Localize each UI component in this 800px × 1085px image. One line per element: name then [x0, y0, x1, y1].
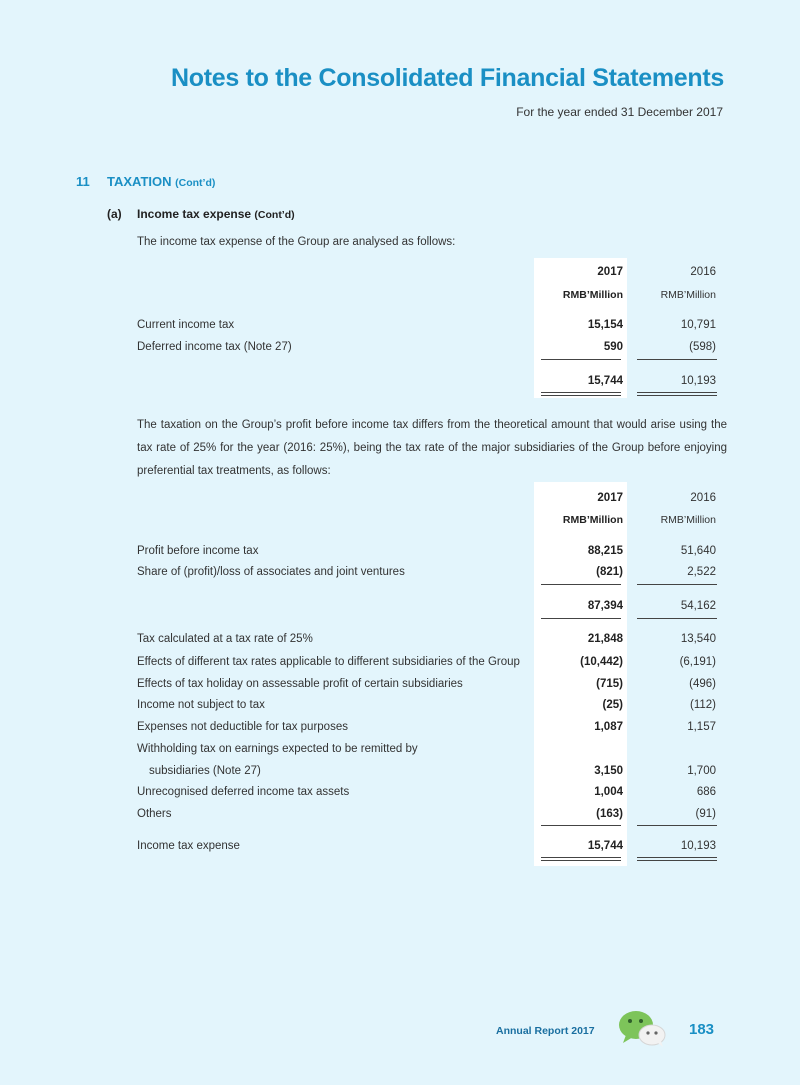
table-cell-2017: 15,154 — [587, 319, 623, 331]
subtotal-rule — [637, 618, 717, 619]
reconciliation-paragraph: The taxation on the Group’s profit before income tax differs from the theoretical amount that would arise using the tax rate of 25% for the year (2016: 25%), being the tax rate of the major subsidiaries of the Group before enjoying preferential tax treatments, as follows: — [137, 419, 727, 477]
table-row-label: Profit before income tax — [137, 545, 259, 557]
table-cell-2016: 2,522 — [687, 566, 716, 578]
table-row-label: Tax calculated at a tax rate of 25% — [137, 633, 313, 645]
table-row-label: Effects of tax holiday on assessable profit of certain subsidiaries — [137, 678, 463, 690]
table-row-label: Share of (profit)/loss of associates and joint ventures — [137, 566, 405, 578]
subtotal-rule — [637, 584, 717, 585]
total-double-rule — [637, 860, 717, 861]
page-number: 183 — [689, 1021, 715, 1038]
table-row-label: Others — [137, 808, 172, 820]
table2-header-2017: 2017 — [597, 492, 623, 504]
table-cell-2017: (715) — [596, 678, 623, 690]
table-row-label: Expenses not deductible for tax purposes — [137, 721, 348, 733]
table-cell-2016: 686 — [696, 786, 716, 798]
table-cell-2016: (6,191) — [679, 656, 716, 668]
total-double-rule — [541, 857, 621, 858]
table-cell-2017: 1,004 — [594, 786, 623, 798]
table1-header-2016: 2016 — [690, 266, 716, 278]
table-row-label: Deferred income tax (Note 27) — [137, 341, 292, 353]
table-cell-2017: 1,087 — [594, 721, 623, 733]
table-cell-2017: 21,848 — [587, 633, 623, 645]
subtotal-rule — [541, 359, 621, 360]
table-row-label: Unrecognised deferred income tax assets — [137, 786, 350, 798]
subsection-heading — [137, 207, 295, 221]
intro-text: The income tax expense of the Group are analysed as follows: — [137, 236, 456, 248]
total-double-rule — [637, 392, 717, 393]
total-double-rule — [541, 392, 621, 393]
table2-subtotal-2017: 87,394 — [587, 600, 623, 612]
chat-bubbles-logo-icon — [618, 1008, 670, 1048]
table-row-label: subsidiaries (Note 27) — [149, 765, 261, 777]
section-heading — [107, 174, 215, 189]
table-row-label: Effects of different tax rates applicable to different subsidiaries of the Group — [137, 656, 520, 668]
total-label: Income tax expense — [137, 840, 240, 852]
table2-total-2016: 10,193 — [680, 840, 716, 852]
table-cell-2016: (91) — [695, 808, 716, 820]
subsection-cont: (Cont’d) — [254, 209, 295, 221]
page-title: Notes to the Consolidated Financial Statements — [171, 64, 724, 92]
total-double-rule — [541, 395, 621, 396]
subtotal-rule — [637, 825, 717, 826]
footer-report-name: Annual Report 2017 — [496, 1025, 595, 1037]
table1-unit-2016: RMB’Million — [660, 289, 716, 301]
total-double-rule — [541, 860, 621, 861]
table-cell-2016: 13,540 — [680, 633, 716, 645]
total-double-rule — [637, 395, 717, 396]
subsection-title: Income tax expense — [137, 207, 252, 221]
table1-header-2017: 2017 — [597, 266, 623, 278]
table-cell-2016: (598) — [689, 341, 716, 353]
table-cell-2017: 590 — [603, 341, 623, 353]
total-double-rule — [637, 857, 717, 858]
subtotal-rule — [541, 825, 621, 826]
section-cont: (Cont’d) — [175, 177, 216, 189]
table-cell-2017: (163) — [596, 808, 623, 820]
section-title: TAXATION — [107, 174, 172, 189]
table-cell-2016: 1,700 — [687, 765, 716, 777]
table-row-label: Withholding tax on earnings expected to be remitted by — [137, 743, 418, 755]
table2-header-2016: 2016 — [690, 492, 716, 504]
table-cell-2016: (112) — [690, 699, 716, 711]
table2-total-2017: 15,744 — [587, 840, 623, 852]
table-cell-2017: (10,442) — [580, 656, 623, 668]
table-cell-2017: (25) — [602, 699, 623, 711]
table-row-label: Income not subject to tax — [137, 699, 265, 711]
subtotal-rule — [541, 618, 621, 619]
subtotal-rule — [637, 359, 717, 360]
table-cell-2017: (821) — [596, 566, 623, 578]
table-cell-2016: 51,640 — [680, 545, 716, 557]
subtotal-rule — [541, 584, 621, 585]
table1-total-2017: 15,744 — [587, 375, 623, 387]
subsection-number: (a) — [107, 207, 122, 221]
table-cell-2016: 10,791 — [680, 319, 716, 331]
table2-unit-2016: RMB’Million — [660, 514, 716, 526]
section-number: 11 — [76, 174, 90, 189]
table1-unit-2017: RMB’Million — [562, 289, 623, 301]
table2-subtotal-2016: 54,162 — [680, 600, 716, 612]
table-row-label: Current income tax — [137, 319, 235, 331]
table-cell-2016: (496) — [689, 678, 716, 690]
table2-unit-2017: RMB’Million — [562, 514, 623, 526]
table-cell-2017: 88,215 — [587, 545, 623, 557]
page-subtitle: For the year ended 31 December 2017 — [516, 105, 723, 119]
table-cell-2016: 1,157 — [687, 721, 716, 733]
table1-total-2016: 10,193 — [680, 375, 716, 387]
table-cell-2017: 3,150 — [594, 765, 623, 777]
